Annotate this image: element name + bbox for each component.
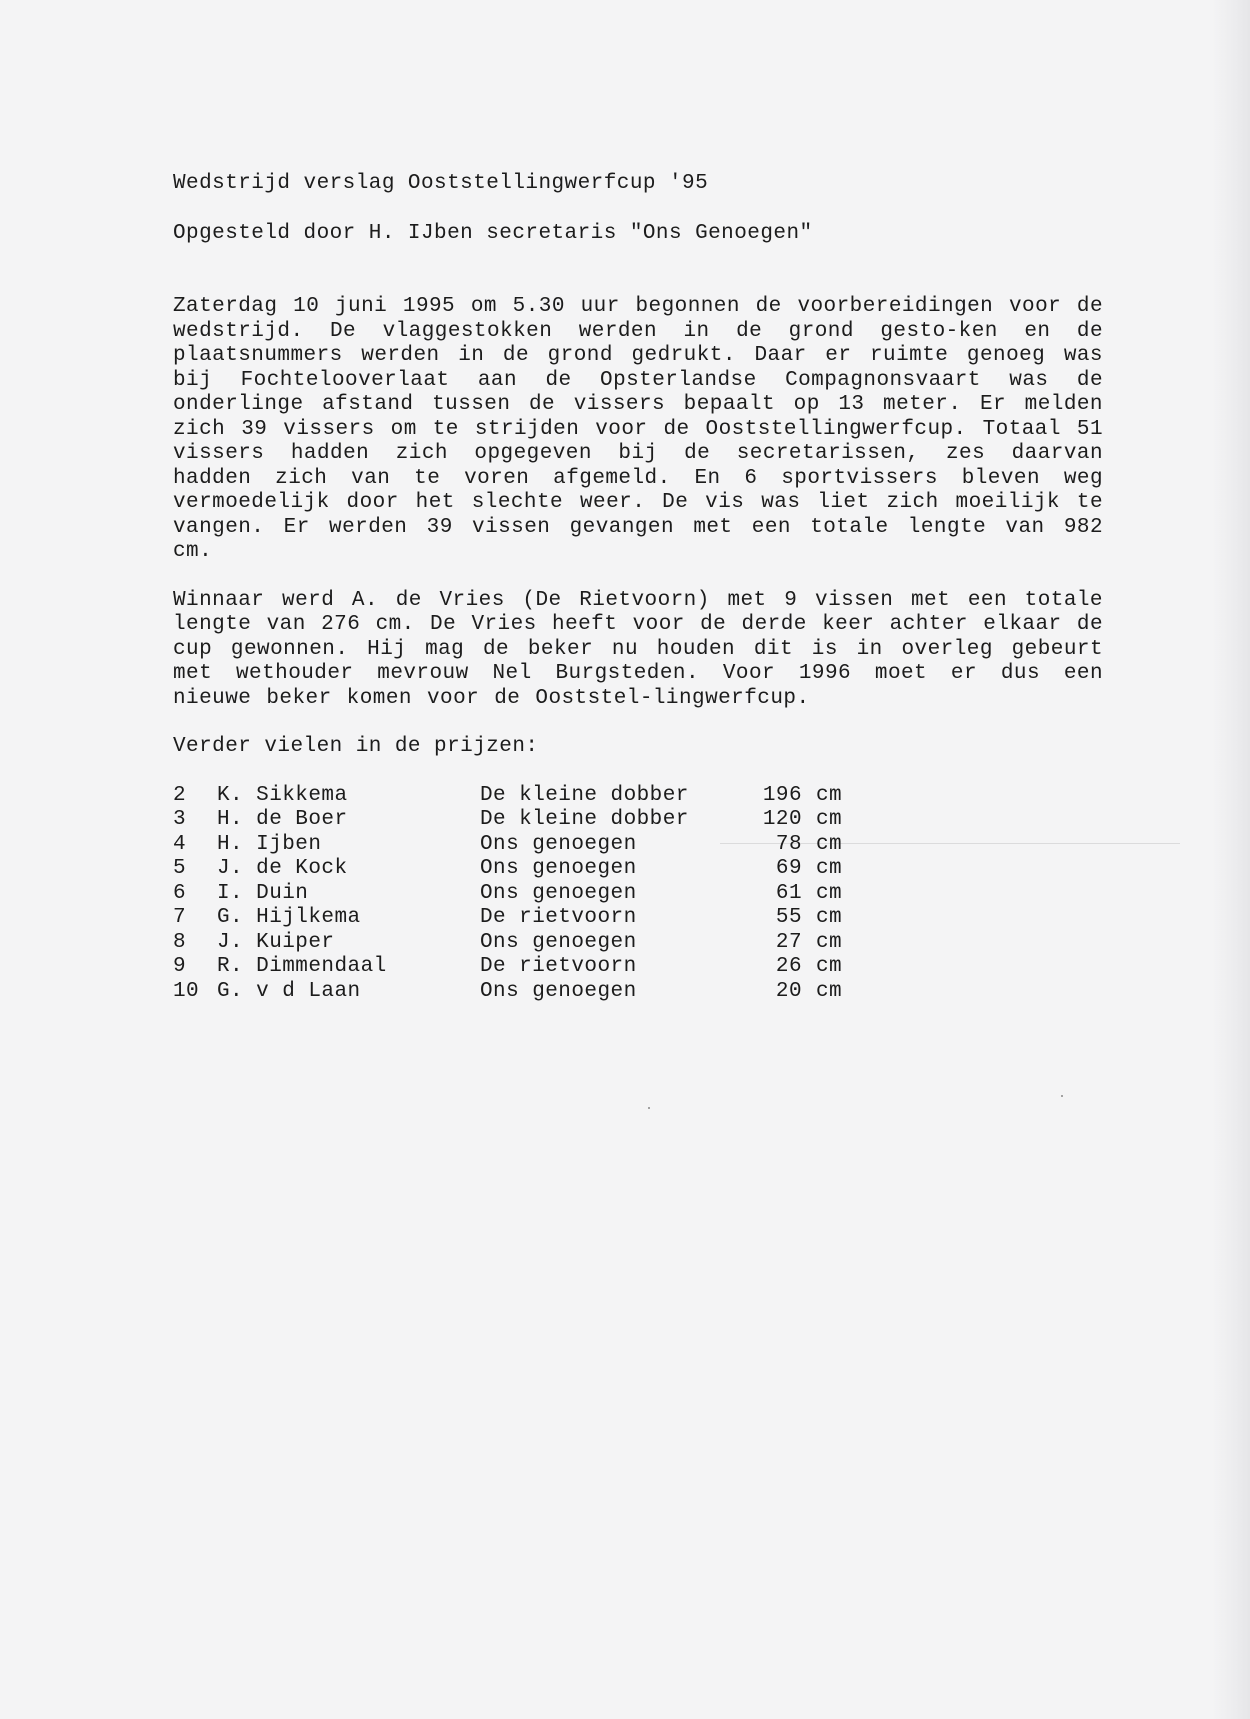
paper-speck [648, 1107, 650, 1109]
prize-rank: 4 [173, 832, 187, 856]
table-row [173, 980, 842, 1005]
prize-club: De rietvoorn [480, 906, 637, 929]
prize-angler-name: H. de Boer [217, 808, 348, 831]
prize-angler-name: G. Hijlkema [217, 906, 361, 929]
prize-angler-name: I. Duin [217, 881, 309, 905]
prize-length: 78 [775, 832, 802, 856]
prize-club: De kleine dobber [480, 783, 689, 807]
prize-length: 20 [775, 979, 802, 1003]
report-paragraph-winner: Winnaar werd A. de Vries (De Rietvoorn) met 9 vissen met een totale lengte van 276 cm. De Vries heeft voor de derde keer achter elkaar de cup gewonnen. Hij mag de beker nu houden dit is in overleg gebeurt met wethouder mevrouw Nel Burgsteden. Voor 1996 moet er dus een nieuwe beker komen voor de Ooststel-lingwerfcup. [173, 588, 1103, 710]
prize-angler-name: R. Dimmendaal [217, 955, 387, 978]
prize-length: 196 [762, 783, 802, 807]
prize-length: 61 [775, 881, 802, 905]
document-title: Wedstrijd verslag Ooststellingwerfcup '95 [173, 172, 709, 195]
prize-angler-name: J. de Kock [217, 857, 348, 880]
prize-rank: 6 [173, 881, 187, 905]
prize-angler-name: H. Ijben [217, 832, 322, 856]
paper-speck [1061, 1095, 1063, 1097]
prize-length-unit: cm [816, 906, 843, 929]
table-row [173, 784, 842, 809]
prize-length: 26 [775, 955, 802, 978]
prize-length-unit: cm [816, 857, 843, 880]
prize-club: Ons genoegen [480, 930, 637, 954]
table-row [173, 906, 842, 931]
prize-length: 69 [775, 857, 802, 880]
prize-length-unit: cm [816, 783, 843, 807]
prize-angler-name: K. Sikkema [217, 783, 348, 807]
prize-rank: 10 [173, 979, 200, 1003]
prize-length: 27 [775, 930, 802, 954]
table-row [173, 833, 842, 858]
prize-angler-name: G. v d Laan [217, 979, 361, 1003]
table-row [173, 955, 842, 980]
prize-club: De rietvoorn [480, 955, 637, 978]
prize-club: Ons genoegen [480, 979, 637, 1003]
prize-rank: 7 [173, 906, 187, 929]
prize-club: Ons genoegen [480, 881, 637, 905]
prize-club: Ons genoegen [480, 832, 637, 856]
prize-angler-name: J. Kuiper [217, 930, 335, 954]
prize-length-unit: cm [816, 930, 843, 954]
report-paragraph-preparation: Zaterdag 10 juni 1995 om 5.30 uur begonnen de voorbereidingen voor de wedstrijd. De vlaggestokken werden in de grond gesto-ken en de plaatsnummers werden in de grond gedrukt. Daar er ruimte genoeg was bij Fochtelooverlaat aan de Opsterlandse Compagnonsvaart was de onderlinge afstand tussen de vissers bepaalt op 13 meter. Er melden zich 39 vissers om te strijden voor de Ooststellingwerfcup. Totaal 51 vissers hadden zich opgegeven bij de secretarissen, zes daarvan hadden zich van te voren afgemeld. En 6 sportvissers bleven weg vermoedelijk door het slechte weer. De vis was liet zich moeilijk te vangen. Er werden 39 vissen gevangen met een totale lengte van 982 cm. [173, 295, 1103, 563]
prize-rank: 3 [173, 808, 187, 831]
document-author-line: Opgesteld door H. IJben secretaris "Ons Genoegen" [173, 221, 813, 245]
prize-rank: 9 [173, 955, 187, 978]
table-row [173, 931, 842, 956]
table-row [173, 857, 842, 882]
prize-length-unit: cm [816, 881, 843, 905]
prize-length-unit: cm [816, 979, 843, 1003]
prize-rank: 2 [173, 783, 187, 807]
document-body [173, 172, 1103, 1004]
prizes-table [173, 784, 842, 1005]
prize-length: 120 [762, 808, 802, 831]
paper-edge-shadow [1212, 0, 1250, 1719]
table-row [173, 882, 842, 907]
prize-club: Ons genoegen [480, 857, 637, 880]
table-row [173, 808, 842, 833]
prize-length-unit: cm [816, 955, 843, 978]
prize-length-unit: cm [816, 808, 843, 831]
prize-club: De kleine dobber [480, 808, 689, 831]
prize-length-unit: cm [816, 832, 843, 856]
prizes-heading: Verder vielen in de prijzen: [173, 735, 539, 758]
prize-rank: 5 [173, 857, 187, 880]
prize-length: 55 [775, 906, 802, 929]
prize-rank: 8 [173, 930, 187, 954]
